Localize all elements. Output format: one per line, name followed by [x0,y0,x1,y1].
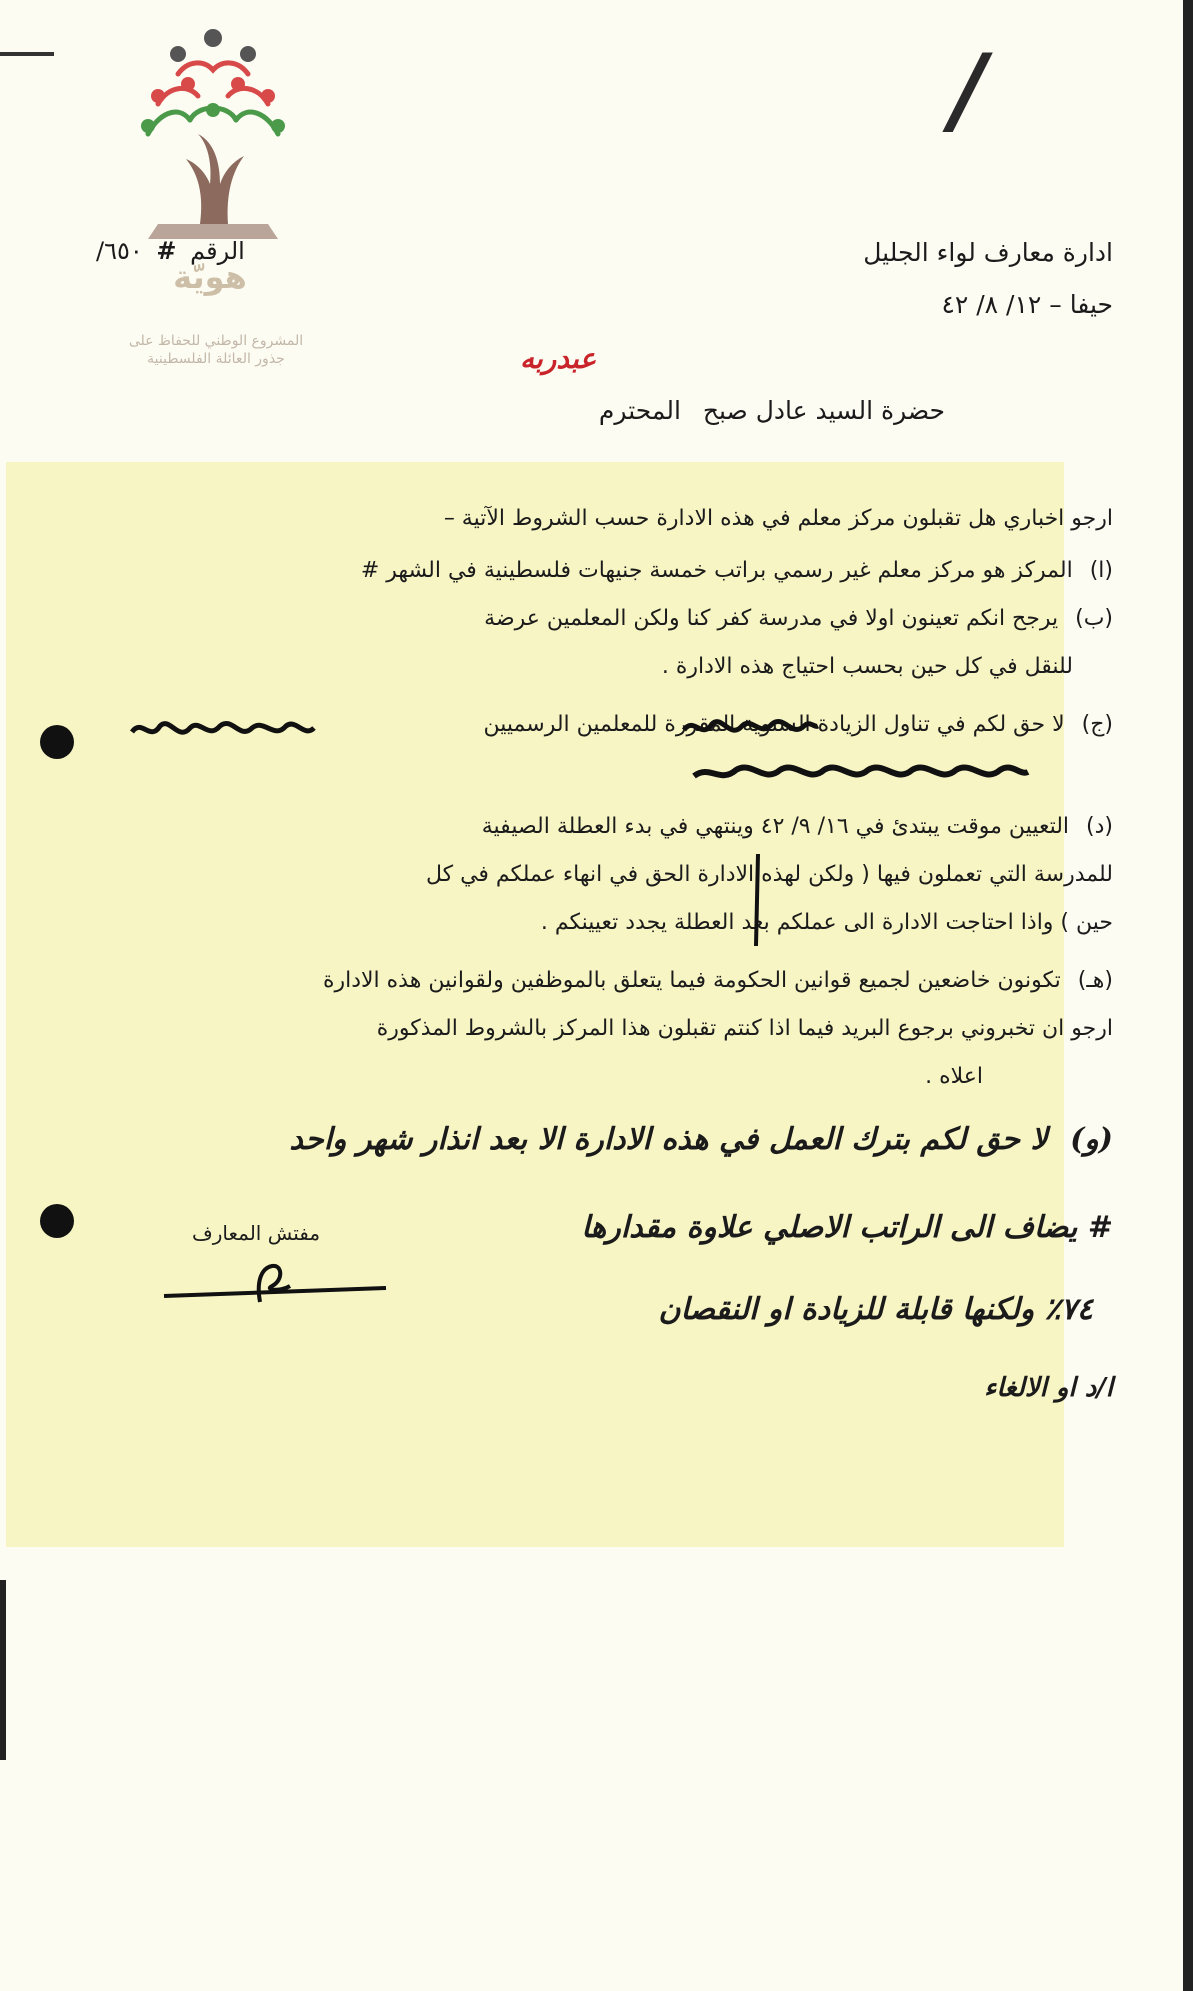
item-a [361,556,1113,586]
addressee: حضرة السيد عادل صبح [702,396,945,425]
item-d-mark: (د) [1086,814,1113,839]
struck-out-scribble [128,716,318,744]
punch-hole [40,1204,74,1238]
item-d-cont1: للمدرسة التي تعملون فيها ( ولكن لهذه الادارة الحق في انهاء عملكم في كل [425,862,1113,887]
handwritten-name-red: عبدربه [520,342,597,375]
reference-label: الرقم [190,237,245,265]
item-a-text: المركز هو مركز معلم غير رسمي براتب خمسة جنيهات فلسطينية في الشهر # [360,558,1073,583]
intro-line: ارجو اخباري هل تقبلون مركز معلم في هذه الادارة حسب الشروط الآتية – [443,506,1113,531]
item-f-text: لا حق لكم بترك العمل في هذه الادارة الا بعد انذار شهر واحد [289,1122,1048,1157]
item-c-mark: (ج) [1081,712,1113,737]
struck-out-line-scribble [690,758,1030,788]
logo-caption-line1: المشروع الوطني للحفاظ على [128,333,304,349]
item-e-mark: (هـ) [1077,968,1113,993]
logo-caption-line2: جذور العائلة الفلسطينية [147,351,285,367]
item-f-handwritten [289,1120,1113,1160]
item-c-text: لا حق لكم في تناول الزيادة السنوية المقررة للمعلمين الرسميين [483,712,1065,737]
scan-edge-left [0,1580,6,1760]
item-d-text: التعيين موقت يبتدئ في ١٦/ ٩/ ٤٢ وينتهي في بدء العطلة الصيفية [481,814,1070,839]
reference-value: ٦٥٠/ [96,237,143,265]
correction-stroke [748,850,768,950]
footnote-line3: ا/د او الالغاء [984,1373,1113,1403]
item-d [482,812,1113,842]
margin-slash-mark: / [950,33,986,146]
item-f-mark: (و) [1070,1122,1113,1157]
place-date: حيفا – ١٢/ ٨/ ٤٢ [941,290,1113,319]
item-e-text: تكونون خاضعين لجميع قوانين الحكومة فيما يتعلق بالموظفين ولقوانين هذه الادارة [322,968,1061,993]
office-title: ادارة معارف لواء الجليل [863,238,1113,267]
logo-word: هويّة [173,258,247,296]
item-d-cont2: حين ) واذا احتاجت الادارة الى عملكم بعد العطلة يجدد تعيينكم . [540,910,1113,935]
inspector-title: مفتش المعارف [192,1221,321,1245]
reply-request-end: اعلاه . [925,1064,983,1089]
honorific: المحترم [598,396,681,425]
footnote-line1: # يضاف الى الراتب الاصلي علاوة مقدارها [581,1210,1113,1245]
item-a-mark: (ا) [1089,558,1113,583]
reference-number: الرقم # ٦٥٠/ [96,236,245,265]
salutation-text [599,396,945,426]
scan-edge-mark [0,52,54,56]
struck-out-scribble [680,714,820,742]
signature-mark [160,1250,390,1310]
scan-edge-right [1183,0,1193,1991]
item-e [323,966,1113,996]
item-b-text: يرجح انكم تعينون اولا في مدرسة كفر كنا ولكن المعلمين عرضة [484,606,1059,631]
logo-caption [96,332,336,368]
item-b [484,604,1113,634]
tree-logo-icon [128,24,298,244]
footnote-line2: ٧٤٪ ولكنها قابلة للزيادة او النقصان [658,1292,1093,1327]
reply-request: ارجو ان تخبروني برجوع البريد فيما اذا كنتم تقبلون هذا المركز بالشروط المذكورة [376,1016,1113,1041]
item-b-cont: للنقل في كل حين بحسب احتياج هذه الادارة . [661,654,1073,679]
item-b-mark: (ب) [1075,606,1113,631]
punch-hole [40,725,74,759]
